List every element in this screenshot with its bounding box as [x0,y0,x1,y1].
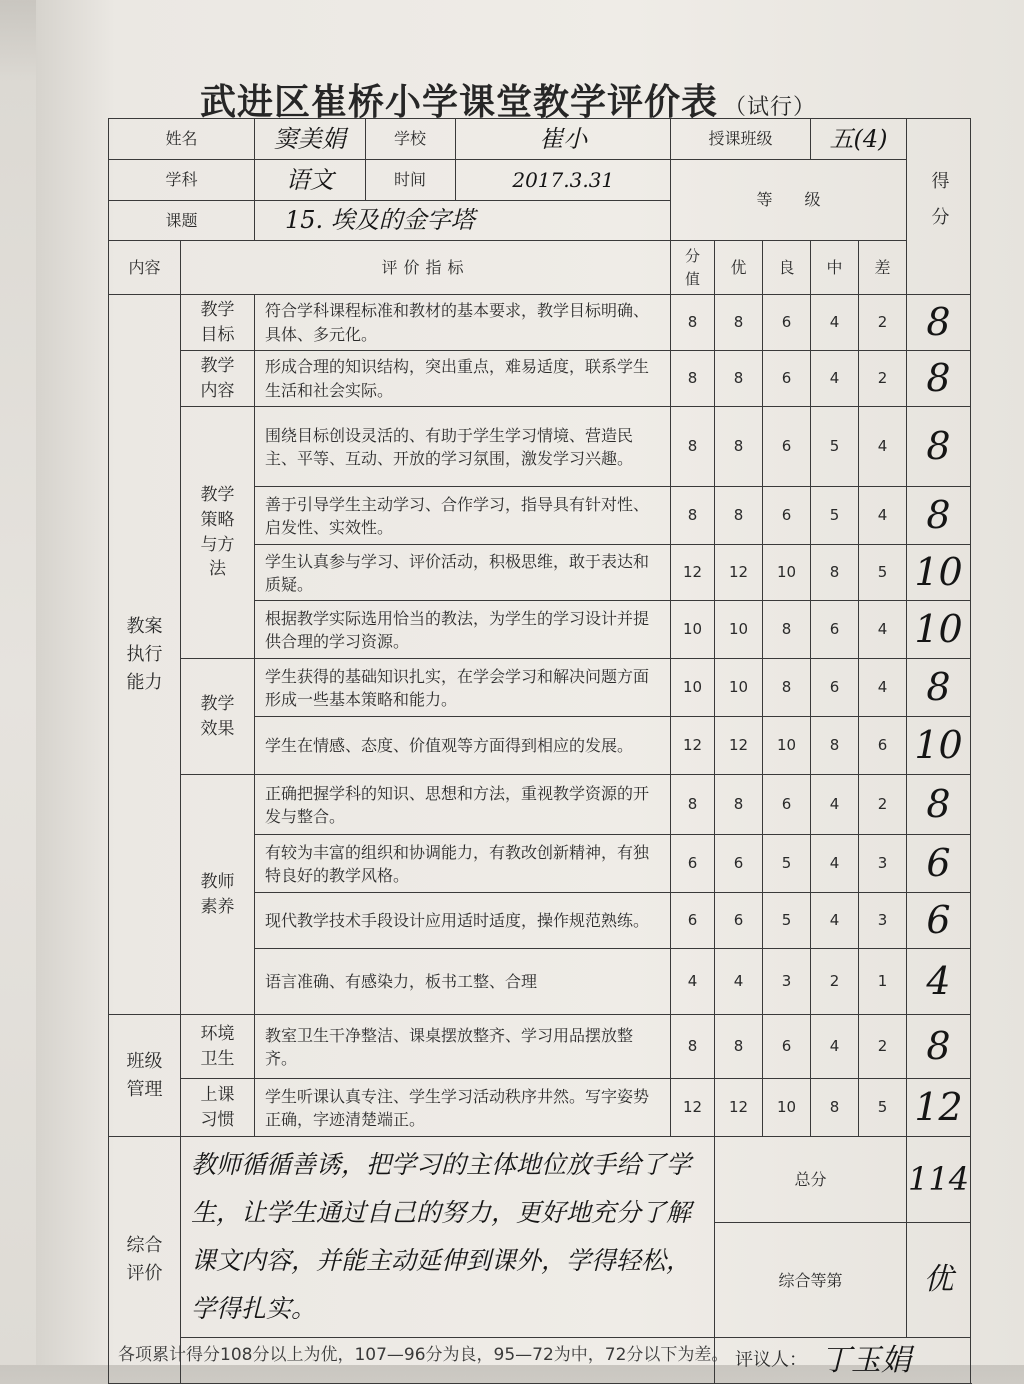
poor-value: 2 [859,1015,907,1079]
good-value: 10 [763,717,811,775]
section-label-text: 班级管理 [126,1050,163,1100]
medium-value: 4 [811,295,859,351]
info-inline-2 [255,160,671,200]
category-label-text: 教学目标 [200,299,235,345]
evaluator-name: 丁玉娟 [821,1343,912,1379]
points-value: 12 [671,717,715,775]
time-value: 2017.3.31 [512,167,615,192]
class-label: 授课班级 [671,119,811,160]
subject-label: 学科 [109,160,255,201]
category-label-text: 环境卫生 [200,1024,235,1069]
poor-value: 3 [859,835,907,893]
indicator-text: 符合学科课程标准和教材的基本要求，教学目标明确、具体、多元化。 [255,295,671,351]
excellent-value: 8 [715,775,763,835]
poor-header: 差 [859,241,907,295]
title-text: 武进区崔桥小学课堂教学评价表 [200,82,719,123]
poor-value: 4 [859,487,907,545]
score-value: 8 [907,1015,971,1079]
criteria-row [109,351,971,407]
excellent-value: 6 [715,835,763,893]
excellent-value: 6 [715,893,763,949]
score-value: 8 [907,487,971,545]
score-value: 4 [907,949,971,1015]
poor-value: 3 [859,893,907,949]
section-label [109,1015,181,1137]
points-value: 8 [671,1015,715,1079]
poor-value: 2 [859,295,907,351]
medium-value: 8 [811,717,859,775]
poor-value: 2 [859,351,907,407]
poor-value: 4 [859,659,907,717]
indicator-text: 善于引导学生主动学习、合作学习，指导具有针对性、启发性、实效性。 [255,487,671,545]
summary-row-1 [109,1137,971,1223]
medium-value: 4 [811,893,859,949]
medium-value: 6 [811,601,859,659]
score-value: 8 [907,775,971,835]
good-value: 6 [763,487,811,545]
points-value: 10 [671,601,715,659]
points-value: 4 [671,949,715,1015]
indicator-text: 有较为丰富的组织和协调能力，有教改创新精神，有独特良好的教学风格。 [255,835,671,893]
medium-value: 8 [811,545,859,601]
indicator-text: 形成合理的知识结构，突出重点，难易适度，联系学生生活和社会实际。 [255,351,671,407]
category-label [181,1015,255,1079]
indicator-text: 正确把握学科的知识、思想和方法，重视教学资源的开发与整合。 [255,775,671,835]
good-value: 6 [763,1015,811,1079]
medium-value: 6 [811,659,859,717]
info-row-2 [109,160,971,201]
score-value: 8 [907,407,971,487]
medium-header: 中 [811,241,859,295]
topic-label: 课题 [109,201,255,241]
score-value: 10 [907,545,971,601]
excellent-value: 12 [715,717,763,775]
criteria-row [109,1015,971,1079]
good-value: 10 [763,545,811,601]
title-suffix: （试行） [724,95,817,120]
poor-value: 5 [859,1079,907,1137]
summary-label-text: 综合评价 [126,1235,163,1285]
criteria-row [109,659,971,717]
category-label [181,351,255,407]
class-value: 五(4) [811,119,907,160]
score-value: 6 [907,835,971,893]
info-inline-1 [255,119,671,159]
medium-value: 4 [811,351,859,407]
category-label [181,659,255,775]
poor-value: 5 [859,545,907,601]
poor-value: 4 [859,407,907,487]
points-value: 6 [671,893,715,949]
indicator-text: 学生听课认真专注、学生学习活动秩序井然。写字姿势正确，字迹清楚端正。 [255,1079,671,1137]
category-label-text: 教学效果 [200,694,235,739]
indicator-text: 语言准确、有感染力，板书工整、合理 [255,949,671,1015]
category-label [181,1079,255,1137]
criteria-row [109,295,971,351]
excellent-value: 12 [715,545,763,601]
medium-value: 4 [811,835,859,893]
category-label [181,407,255,659]
points-header [671,241,715,295]
score-header: 得分 [907,119,971,295]
points-value: 8 [671,775,715,835]
excellent-value: 8 [715,407,763,487]
points-value: 10 [671,659,715,717]
excellent-value: 12 [715,1079,763,1137]
indicator-text: 围绕目标创设灵活的、有助于学生学习情境、营造民主、平等、互动、开放的学习氛围，激发学习兴趣。 [255,407,671,487]
overall-grade-value: 优 [907,1222,971,1338]
overall-grade-label: 综合等第 [715,1222,907,1338]
points-header-text: 分值 [685,247,701,288]
summary-comment: 教师循循善诱，把学习的主体地位放手给了学生，让学生通过自己的努力，更好地充分了解课文内容，并能主动延伸到课外，学得轻松，学得扎实。 [181,1137,715,1338]
criteria-row [109,407,971,487]
poor-value: 6 [859,717,907,775]
good-value: 5 [763,835,811,893]
criteria-row [109,1079,971,1137]
category-label-text: 教师素养 [200,872,235,917]
total-value: 114 [907,1137,971,1223]
good-value: 8 [763,601,811,659]
info-row-1 [109,119,971,160]
evaluator-label: 评议人： [735,1349,808,1371]
medium-value: 5 [811,407,859,487]
category-label [181,775,255,1015]
medium-value: 8 [811,1079,859,1137]
excellent-value: 10 [715,659,763,717]
points-value: 8 [671,351,715,407]
good-value: 6 [763,295,811,351]
excellent-value: 8 [715,351,763,407]
indicator-text: 学生在情感、态度、价值观等方面得到相应的发展。 [255,717,671,775]
points-value: 12 [671,545,715,601]
excellent-header: 优 [715,241,763,295]
good-value: 8 [763,659,811,717]
good-value: 6 [763,775,811,835]
excellent-value: 10 [715,601,763,659]
section-label-text: 教案执行能力 [126,615,163,693]
poor-value: 4 [859,601,907,659]
poor-value: 1 [859,949,907,1015]
excellent-value: 8 [715,295,763,351]
indicator-text: 学生认真参与学习、评价活动，积极思维，敢于表达和质疑。 [255,545,671,601]
poor-value: 2 [859,775,907,835]
content-header: 内容 [109,241,181,295]
name-label: 姓名 [109,119,255,160]
excellent-value: 4 [715,949,763,1015]
topic-value: 15. 埃及的金字塔 [255,201,671,241]
points-value: 8 [671,295,715,351]
medium-value: 2 [811,949,859,1015]
good-header: 良 [763,241,811,295]
score-value: 6 [907,893,971,949]
total-label: 总分 [715,1137,907,1223]
good-value: 6 [763,407,811,487]
school-label: 学校 [365,119,455,159]
category-label-text: 上课习惯 [200,1085,235,1130]
score-value: 12 [907,1079,971,1137]
score-value: 8 [907,295,971,351]
excellent-value: 8 [715,487,763,545]
points-value: 8 [671,487,715,545]
points-value: 12 [671,1079,715,1137]
school-value: 崔小 [539,124,588,153]
score-value: 8 [907,351,971,407]
points-value: 8 [671,407,715,487]
category-label [181,295,255,351]
name-value: 窦美娟 [255,119,365,159]
medium-value: 4 [811,775,859,835]
grade-header: 等 级 [671,160,907,241]
subject-value: 语文 [255,160,365,200]
good-value: 5 [763,893,811,949]
medium-value: 5 [811,487,859,545]
score-value: 8 [907,659,971,717]
indicator-text: 教室卫生干净整洁、课桌摆放整齐、学习用品摆放整齐。 [255,1015,671,1079]
score-value: 10 [907,601,971,659]
excellent-value: 8 [715,1015,763,1079]
category-label-text: 教学策略与方法 [200,485,235,580]
evaluation-table [108,118,971,1384]
points-value: 6 [671,835,715,893]
indicator-text: 学生获得的基础知识扎实，在学会学习和解决问题方面形成一些基本策略和能力。 [255,659,671,717]
good-value: 10 [763,1079,811,1137]
good-value: 3 [763,949,811,1015]
good-value: 6 [763,351,811,407]
column-header-row [109,241,971,295]
indicator-header: 评价指标 [181,241,671,295]
medium-value: 4 [811,1015,859,1079]
footer-note: 各项累计得分108分以上为优，107—96分为良，95—72为中，72分以下为差。 [118,1345,729,1365]
indicator-text: 根据教学实际选用恰当的教法，为学生的学习设计并提供合理的学习资源。 [255,601,671,659]
time-label: 时间 [365,160,455,200]
indicator-text: 现代教学技术手段设计应用适时适度，操作规范熟练。 [255,893,671,949]
section-label [109,295,181,1015]
category-label-text: 教学内容 [200,356,235,401]
score-value: 10 [907,717,971,775]
criteria-row [109,775,971,835]
